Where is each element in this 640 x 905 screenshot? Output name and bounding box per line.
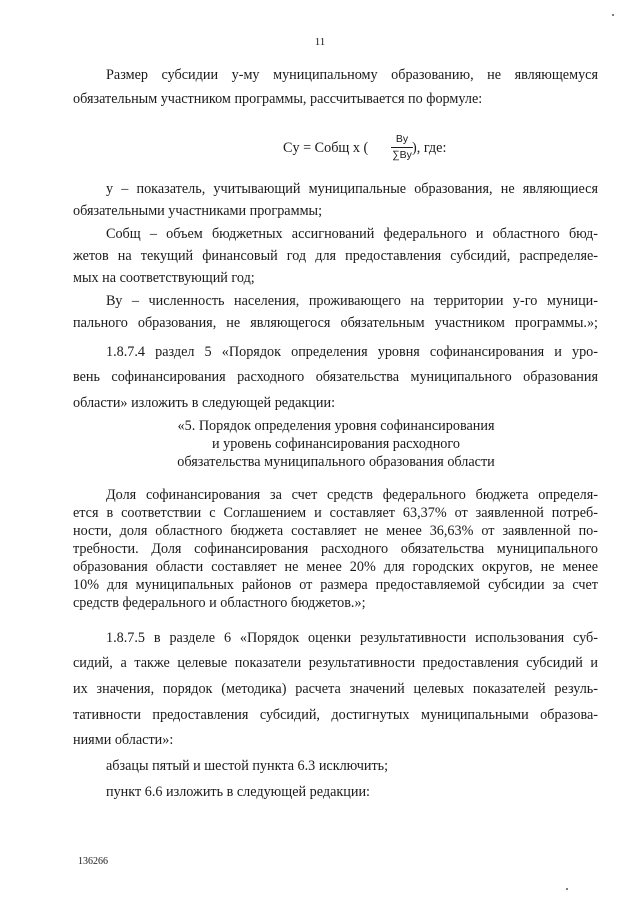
item-1875-line-4: тативности предоставления субсидий, достигнутых муниципальными образова- [73,707,598,723]
item-1875-line-2: сидий, а также целевые показатели результативности предоставления субсидий и [73,655,598,671]
def-y-line-2: обязательными участниками программы; [73,203,323,219]
formula-denominator: ∑Bу [392,149,412,161]
formula-numerator: Bу [395,133,409,145]
scan-mark-bottom-right [566,888,568,890]
def-cobshch-line-1: Собщ – объем бюджетных ассигнований федерального и областного бюд- [106,226,598,242]
def-cobshch-line-2: жетов на текущий финансовый год для предоставления субсидий, распределяе- [73,248,598,264]
def-cobshch-line-3: мых на соответствующий год; [73,270,255,286]
item-1875-sub-2: пункт 6.6 изложить в следующей редакции: [106,784,370,800]
item-1875-line-5: ниями области»: [73,732,174,748]
intro-line-1: Размер субсидии у-му муниципальному образованию, не являющемуся [106,67,598,83]
item-1874-line-1: 1.8.7.4 раздел 5 «Порядок определения уровня софинансирования и уро- [106,344,598,360]
section5-body-line-2: ется в соответствии с Соглашением и составляет 63,37% от заявленной потреб- [73,505,598,521]
item-1875-line-1: 1.8.7.5 в разделе 6 «Порядок оценки результативности использования суб- [106,630,598,646]
def-y-line-1: у – показатель, учитывающий муниципальные образования, не являющиеся [106,181,598,197]
formula-fraction [391,133,413,162]
page-number: 11 [314,36,326,48]
scan-mark-top-right [612,14,614,16]
formula-lhs: Cу = Cобщ х ( [283,140,369,156]
intro-line-2: обязательным участником программы, рассчитывается по формуле: [73,91,483,107]
section5-body-line-6: 10% для муниципальных районов от размера предоставляемой субсидии за счет [73,577,598,593]
section5-title-line-3: обязательства муниципального образования области [177,454,495,470]
formula-fraction-bar [391,147,413,148]
formula-rhs: ), где: [412,140,447,156]
section5-body-line-7: средств федерального и областного бюджетов.»; [73,595,366,611]
def-vy-line-1: Ву – численность населения, проживающего на территории у-го муници- [106,293,598,309]
item-1875-line-3: их значения, порядок (методика) расчета значений целевых показателей резуль- [73,681,598,697]
def-vy-line-2: пального образования, не являющегося обязательным участником программы.»; [73,315,598,331]
section5-body-line-4: требности. Доля софинансирования расходного обязательства муниципального [73,541,598,557]
item-1875-sub-1: абзацы пятый и шестой пункта 6.3 исключить; [106,758,389,774]
section5-body-line-1: Доля софинансирования за счет средств федерального бюджета определя- [106,487,598,503]
footer-document-code: 136266 [78,856,108,867]
section5-title-line-2: и уровень софинансирования расходного [212,436,460,452]
item-1874-line-3: области» изложить в следующей редакции: [73,395,336,411]
section5-body-line-3: ности, доля областного бюджета составляет не менее 36,63% от заявленной по- [73,523,598,539]
formula [0,130,640,170]
section5-title-line-1: «5. Порядок определения уровня софинансирования [177,418,495,434]
section5-body-line-5: образования области составляет не менее 20% для городских округов, не менее [73,559,598,575]
item-1874-line-2: вень софинансирования расходного обязательства муниципального образования [73,369,598,385]
